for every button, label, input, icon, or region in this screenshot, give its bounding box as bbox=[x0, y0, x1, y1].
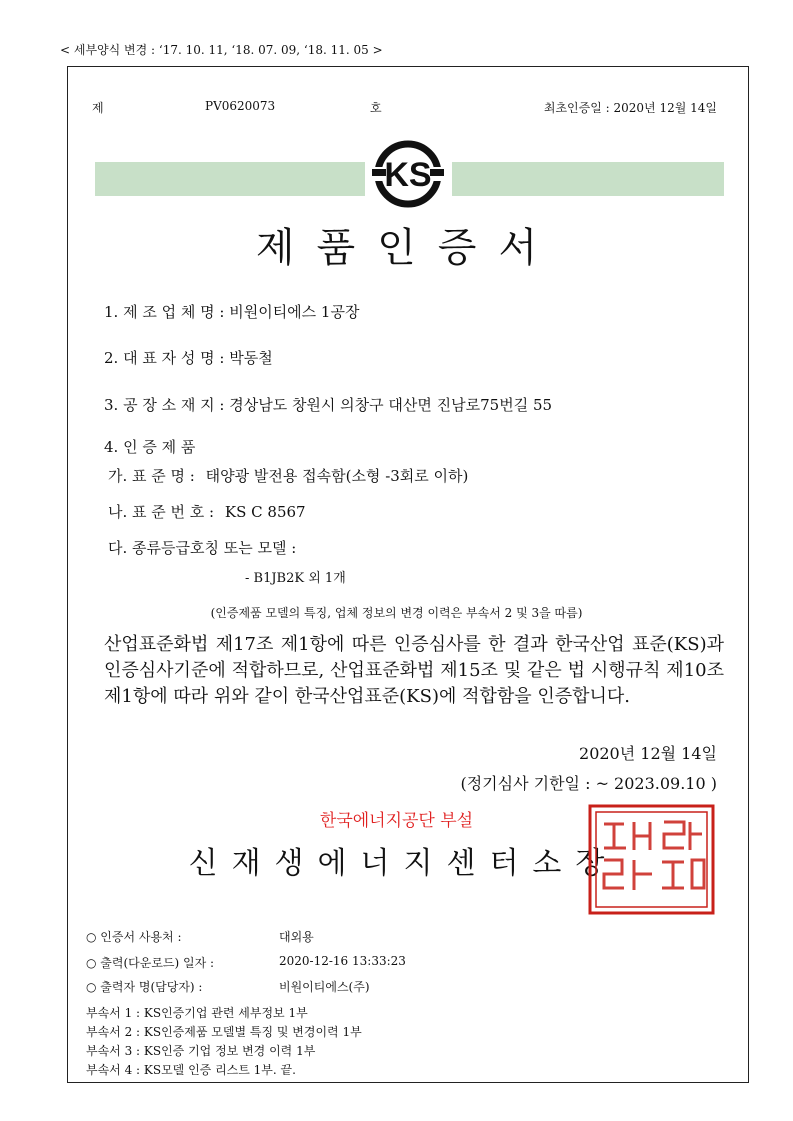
meta-row-printed-by bbox=[86, 978, 686, 994]
meta-printed-by-value: 비원이티에스(주) bbox=[279, 980, 370, 994]
revision-note: < 세부양식 변경 : ‘17. 10. 11, ‘18. 07. 09, ‘18. 11. 05 > bbox=[60, 43, 383, 57]
issue-date: 2020년 12월 14일 bbox=[579, 744, 717, 763]
cert-number-prefix: 제 bbox=[92, 101, 104, 115]
factory-address-label: 3. 공 장 소 재 지 : bbox=[104, 396, 225, 414]
annex-item: 부속서 4 : KS모델 인증 리스트 1부. 끝. bbox=[86, 1063, 296, 1077]
meta-usage-label: ○ 인증서 사용처 : bbox=[86, 930, 182, 944]
meta-print-date-label: ○ 출력(다운로드) 일자 : bbox=[86, 956, 215, 970]
meta-printed-by-label: ○ 출력자 명(담당자) : bbox=[86, 980, 203, 994]
certified-product-label: 4. 인 증 제 품 bbox=[104, 438, 196, 456]
cert-number-suffix: 호 bbox=[370, 101, 382, 115]
periodic-review-deadline: (정기심사 기한일 : ~ 2023.09.10 ) bbox=[460, 774, 717, 793]
model-label: 다. 종류등급호칭 또는 모델 : bbox=[108, 539, 297, 557]
certification-statement: 산업표준화법 제17조 제1항에 따른 인증심사를 한 결과 한국산업 표준(KS)과 인증심사기준에 적합하므로, 산업표준화법 제15조 및 같은 법 시행규칙 제10조 제1항에 따라 위와 같이 한국산업표준(KS)에 적합함을 인증합니다. bbox=[104, 634, 724, 707]
manufacturer-label: 1. 제 조 업 체 명 : bbox=[104, 303, 225, 321]
meta-print-date-value: 2020-12-16 13:33:23 bbox=[279, 954, 406, 968]
standard-number-value: KS C 8567 bbox=[224, 503, 306, 521]
standard-name-row bbox=[108, 465, 468, 486]
representative-row bbox=[104, 347, 273, 368]
standard-number-label: 나. 표 준 번 호 : bbox=[108, 503, 215, 521]
meta-row-usage bbox=[86, 928, 686, 944]
manufacturer-row bbox=[104, 301, 359, 322]
official-seal bbox=[588, 804, 715, 915]
standard-name-label: 가. 표 준 명 : bbox=[108, 467, 195, 485]
manufacturer-value: 비원이티에스 1공장 bbox=[229, 303, 360, 321]
cert-number: PV0620073 bbox=[205, 99, 276, 113]
factory-address-row bbox=[104, 394, 552, 415]
ks-logo-icon bbox=[370, 136, 446, 212]
representative-label: 2. 대 표 자 성 명 : bbox=[104, 349, 225, 367]
annex-note: (인증제품 모델의 특징, 업체 정보의 변경 이력은 부속서 2 및 3을 따름) bbox=[210, 606, 583, 620]
ks-logo-text: KS bbox=[384, 156, 432, 194]
model-value: - B1JB2K 외 1개 bbox=[245, 571, 346, 586]
issuer-organization: 한국에너지공단 부설 bbox=[319, 811, 474, 831]
annex-item: 부속서 1 : KS인증기업 관련 세부정보 1부 bbox=[86, 1006, 308, 1020]
factory-address-value: 경상남도 창원시 의창구 대산면 진남로75번길 55 bbox=[229, 396, 553, 414]
standard-name-value: 태양광 발전용 접속함(소형 -3회로 이하) bbox=[205, 467, 469, 485]
representative-value: 박동철 bbox=[229, 349, 273, 367]
issuer-title: 신재생에너지센터소장 bbox=[188, 846, 619, 881]
document-title: 제품인증서 bbox=[255, 225, 560, 271]
annex-item: 부속서 2 : KS인증제품 모델별 특징 및 변경이력 1부 bbox=[86, 1025, 362, 1039]
standard-number-row bbox=[108, 501, 306, 522]
header-band-right bbox=[452, 162, 724, 196]
header-band-left bbox=[95, 162, 365, 196]
meta-row-print-date bbox=[86, 954, 686, 970]
first-certification-date: 최초인증일 : 2020년 12월 14일 bbox=[543, 101, 717, 115]
meta-usage-value: 대외용 bbox=[279, 930, 314, 944]
annex-item: 부속서 3 : KS인증 기업 정보 변경 이력 1부 bbox=[86, 1044, 316, 1058]
